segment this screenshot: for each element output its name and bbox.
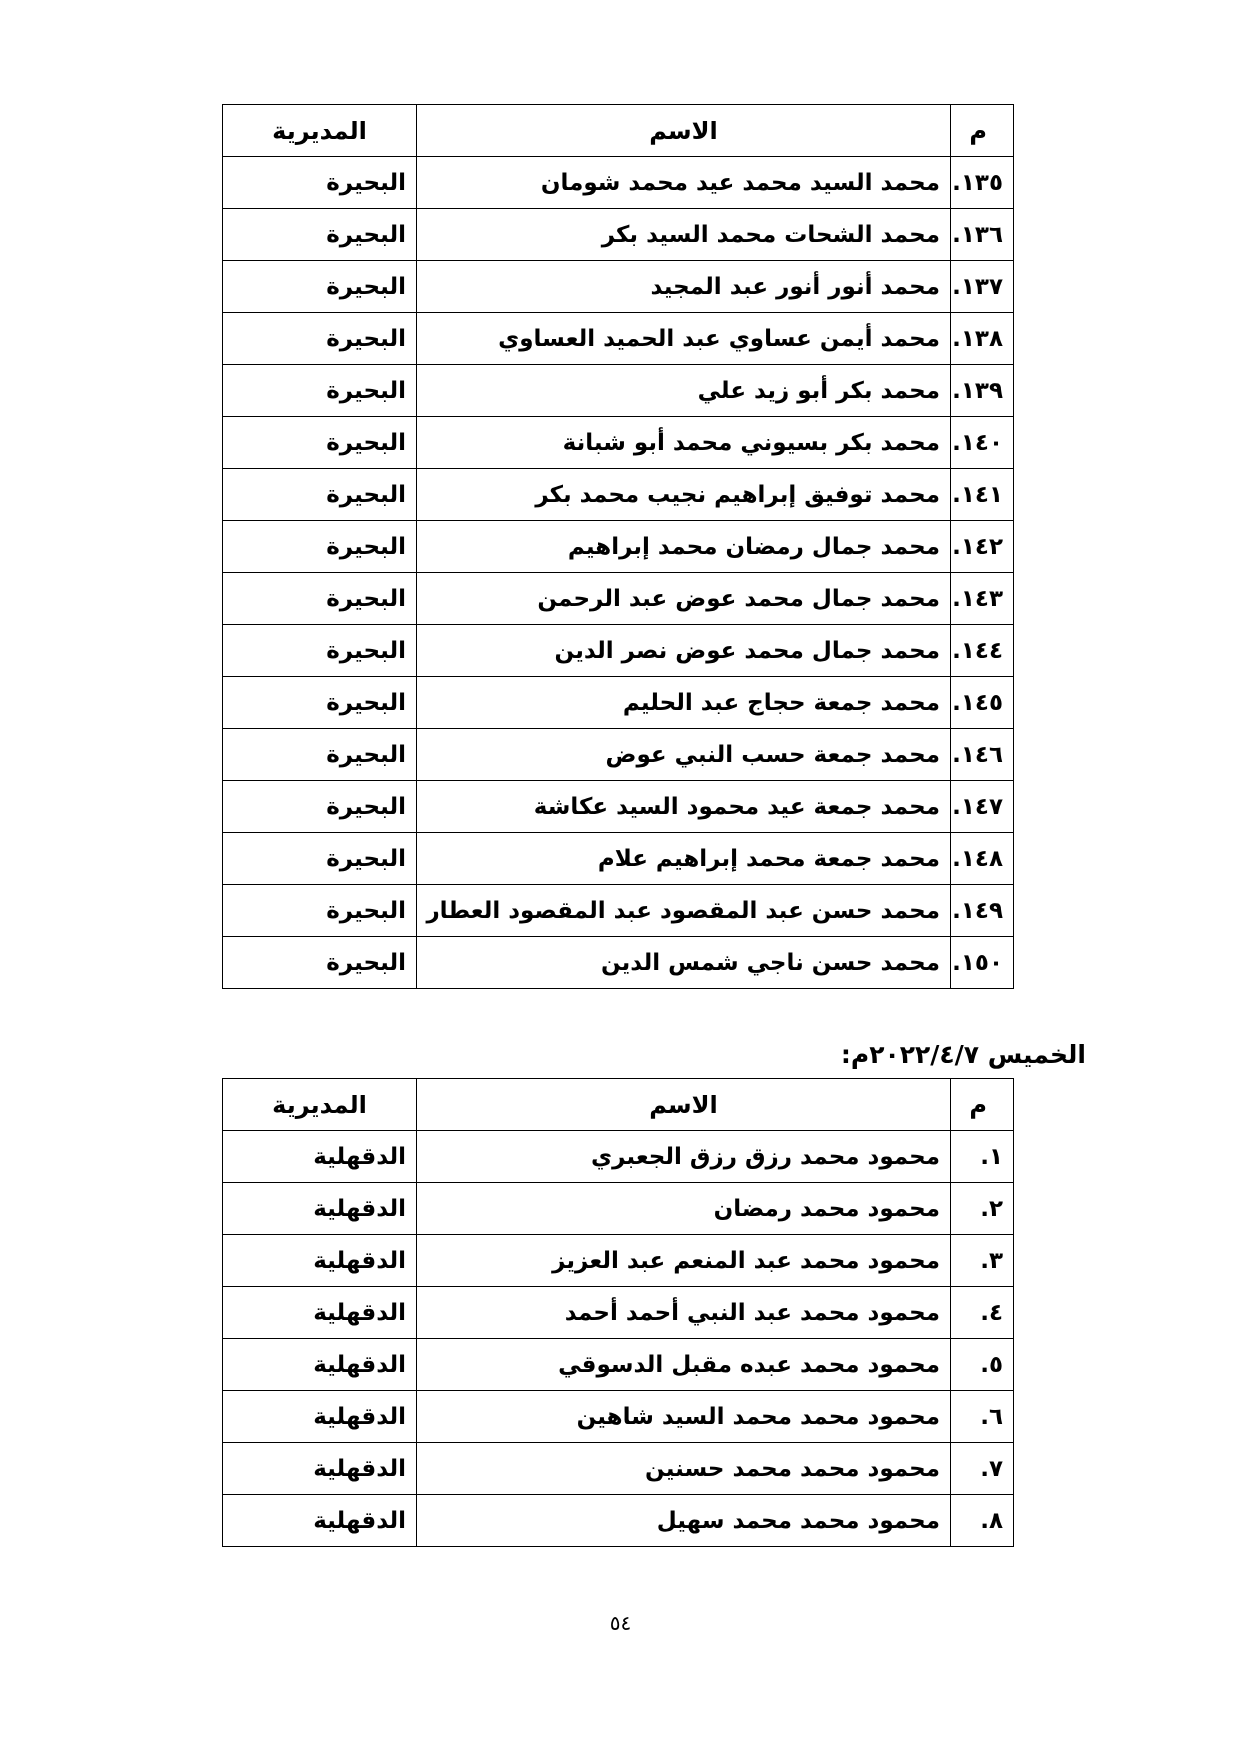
directorate-name: الدقهلية (223, 1183, 417, 1235)
header-directorate: المديرية (223, 105, 417, 157)
person-name: محمد بكر أبو زيد علي (417, 365, 951, 417)
directorate-name: البحيرة (223, 365, 417, 417)
header-name: الاسم (417, 1079, 951, 1131)
row-number: ١٤٦. (951, 729, 1014, 781)
person-name: محمود محمد محمد السيد شاهين (417, 1391, 951, 1443)
table-row (223, 313, 1014, 365)
person-name: محمد بكر بسيوني محمد أبو شبانة (417, 417, 951, 469)
table-row (223, 1287, 1014, 1339)
table-row (223, 521, 1014, 573)
row-number: ٥. (951, 1339, 1014, 1391)
row-number: ١٤١. (951, 469, 1014, 521)
table-row (223, 157, 1014, 209)
table-row (223, 209, 1014, 261)
table-header-row (223, 105, 1014, 157)
table-row (223, 1443, 1014, 1495)
directorate-name: الدقهلية (223, 1443, 417, 1495)
row-number: ١٤٧. (951, 781, 1014, 833)
directorate-name: البحيرة (223, 885, 417, 937)
names-table-2 (222, 1078, 1014, 1547)
row-number: ١٤٠. (951, 417, 1014, 469)
table-row (223, 677, 1014, 729)
directorate-name: الدقهلية (223, 1235, 417, 1287)
table-row (223, 417, 1014, 469)
directorate-name: البحيرة (223, 677, 417, 729)
table-row (223, 1495, 1014, 1547)
table-row (223, 573, 1014, 625)
directorate-name: الدقهلية (223, 1495, 417, 1547)
directorate-name: البحيرة (223, 573, 417, 625)
header-num: م (951, 105, 1014, 157)
table-row (223, 833, 1014, 885)
row-number: ٣. (951, 1235, 1014, 1287)
person-name: محمد توفيق إبراهيم نجيب محمد بكر (417, 469, 951, 521)
directorate-name: البحيرة (223, 157, 417, 209)
directorate-name: الدقهلية (223, 1287, 417, 1339)
row-number: ١٤٨. (951, 833, 1014, 885)
person-name: محمد حسن ناجي شمس الدين (417, 937, 951, 989)
person-name: محمود محمد عبد المنعم عبد العزيز (417, 1235, 951, 1287)
directorate-name: البحيرة (223, 521, 417, 573)
person-name: محمد جمال رمضان محمد إبراهيم (417, 521, 951, 573)
person-name: محمود محمد عبد النبي أحمد أحمد (417, 1287, 951, 1339)
table-header-row (223, 1079, 1014, 1131)
person-name: محمد أنور أنور عبد المجيد (417, 261, 951, 313)
table-row (223, 365, 1014, 417)
person-name: محمود محمد محمد حسنين (417, 1443, 951, 1495)
row-number: ١٣٨. (951, 313, 1014, 365)
names-table-1 (222, 104, 1014, 989)
person-name: محمد جمعة حجاج عبد الحليم (417, 677, 951, 729)
row-number: ٢. (951, 1183, 1014, 1235)
directorate-name: البحيرة (223, 625, 417, 677)
directorate-name: الدقهلية (223, 1131, 417, 1183)
row-number: ١٣٥. (951, 157, 1014, 209)
row-number: ١٣٦. (951, 209, 1014, 261)
row-number: ٤. (951, 1287, 1014, 1339)
page-number: ٥٤ (609, 1611, 632, 1635)
person-name: محمود محمد عبده مقبل الدسوقي (417, 1339, 951, 1391)
table-row (223, 781, 1014, 833)
person-name: محمد جمعة حسب النبي عوض (417, 729, 951, 781)
row-number: ١٤٢. (951, 521, 1014, 573)
row-number: ١. (951, 1131, 1014, 1183)
person-name: محمد جمال محمد عوض نصر الدين (417, 625, 951, 677)
row-number: ١٣٧. (951, 261, 1014, 313)
table-row (223, 261, 1014, 313)
row-number: ٦. (951, 1391, 1014, 1443)
directorate-name: البحيرة (223, 469, 417, 521)
table-row (223, 1339, 1014, 1391)
row-number: ٧. (951, 1443, 1014, 1495)
person-name: محمد السيد محمد عيد محمد شومان (417, 157, 951, 209)
row-number: ١٣٩. (951, 365, 1014, 417)
row-number: ١٤٥. (951, 677, 1014, 729)
person-name: محمد أيمن عساوي عبد الحميد العساوي (417, 313, 951, 365)
table-row (223, 1235, 1014, 1287)
directorate-name: البحيرة (223, 833, 417, 885)
table-row (223, 1131, 1014, 1183)
person-name: محمود محمد رمضان (417, 1183, 951, 1235)
row-number: ١٥٠. (951, 937, 1014, 989)
table-row (223, 1183, 1014, 1235)
table-row (223, 469, 1014, 521)
header-name: الاسم (417, 105, 951, 157)
directorate-name: البحيرة (223, 729, 417, 781)
directorate-name: البحيرة (223, 313, 417, 365)
person-name: محمود محمد رزق رزق الجعبري (417, 1131, 951, 1183)
person-name: محمد جمعة محمد إبراهيم علام (417, 833, 951, 885)
table-row (223, 937, 1014, 989)
header-num: م (951, 1079, 1014, 1131)
person-name: محمد جمال محمد عوض عبد الرحمن (417, 573, 951, 625)
directorate-name: البحيرة (223, 781, 417, 833)
directorate-name: الدقهلية (223, 1391, 417, 1443)
table-row (223, 729, 1014, 781)
person-name: محمد الشحات محمد السيد بكر (417, 209, 951, 261)
person-name: محمود محمد محمد سهيل (417, 1495, 951, 1547)
row-number: ١٤٩. (951, 885, 1014, 937)
person-name: محمد حسن عبد المقصود عبد المقصود العطار (417, 885, 951, 937)
directorate-name: الدقهلية (223, 1339, 417, 1391)
row-number: ١٤٤. (951, 625, 1014, 677)
directorate-name: البحيرة (223, 209, 417, 261)
section-title: الخميس ٢٠٢٢/٤/٧م: (840, 1040, 1086, 1069)
row-number: ٨. (951, 1495, 1014, 1547)
table-row (223, 1391, 1014, 1443)
header-directorate: المديرية (223, 1079, 417, 1131)
table-row (223, 625, 1014, 677)
directorate-name: البحيرة (223, 937, 417, 989)
row-number: ١٤٣. (951, 573, 1014, 625)
table-row (223, 885, 1014, 937)
directorate-name: البحيرة (223, 261, 417, 313)
directorate-name: البحيرة (223, 417, 417, 469)
person-name: محمد جمعة عيد محمود السيد عكاشة (417, 781, 951, 833)
